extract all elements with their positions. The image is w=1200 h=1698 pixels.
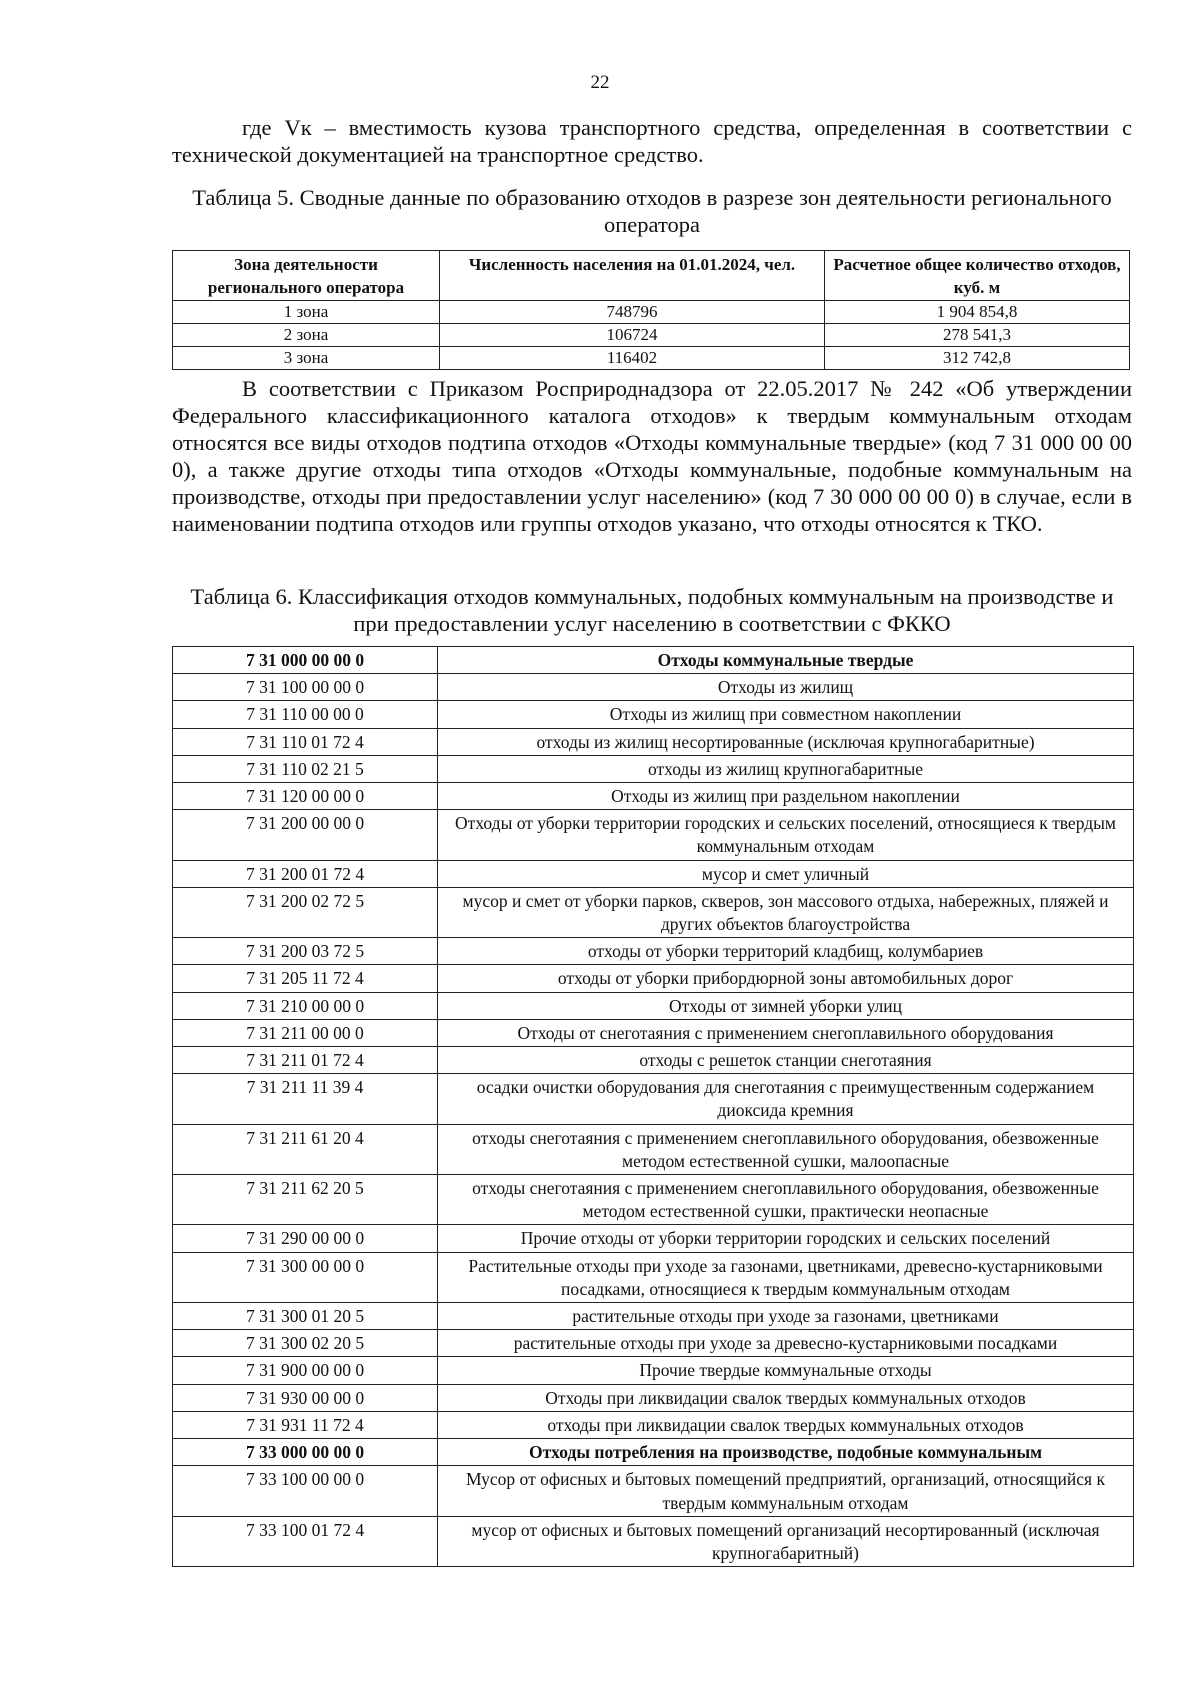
- waste-code: 7 33 100 00 00 0: [173, 1466, 438, 1516]
- table6-row: [173, 1019, 1134, 1046]
- waste-name: отходы при ликвидации свалок твердых коммунальных отходов: [438, 1411, 1134, 1438]
- table6-row: [173, 1516, 1134, 1566]
- table6-row: [173, 938, 1134, 965]
- table5: [172, 250, 1130, 370]
- table6-row: [173, 647, 1134, 674]
- table6-row: [173, 1411, 1134, 1438]
- table5-row: [173, 324, 1130, 347]
- waste-code: 7 31 200 00 00 0: [173, 810, 438, 860]
- table6: [172, 646, 1134, 1567]
- table6-row: [173, 1439, 1134, 1466]
- table5-cell: 116402: [440, 347, 825, 370]
- waste-code: 7 31 210 00 00 0: [173, 992, 438, 1019]
- waste-name: Отходы при ликвидации свалок твердых коммунальных отходов: [438, 1384, 1134, 1411]
- waste-name: Прочие отходы от уборки территории городских и сельских поселений: [438, 1225, 1134, 1252]
- intro-text: где Vк – вместимость кузова транспортного средства, определенная в соответствии с технической документацией на транспортное средство.: [172, 115, 1132, 167]
- waste-name: Прочие твердые коммунальные отходы: [438, 1357, 1134, 1384]
- waste-name: мусор от офисных и бытовых помещений организаций несортированный (исключая крупногабаритный): [438, 1516, 1134, 1566]
- waste-code: 7 31 211 01 72 4: [173, 1047, 438, 1074]
- table5-cell: 278 541,3: [825, 324, 1130, 347]
- waste-name: отходы из жилищ несортированные (исключая крупногабаритные): [438, 728, 1134, 755]
- table5-row: [173, 301, 1130, 324]
- body-text: В соответствии с Приказом Росприроднадзора от 22.05.2017 № 242 «Об утверждении Федерального классификационного каталога отходов» к твердым коммунальным отходам относятся все виды отходов подтипа отходов «Отходы коммунальные твердые» (код 7 31 000 00 00 0), а также другие отходы типа отходов «Отходы коммунальные, подобные коммунальным на производстве, отходы при предоставлении услуг населению» (код 7 30 000 00 00 0) в случае, если в наименовании подтипа отходов или группы отходов указано, что отходы относятся к ТКО.: [172, 376, 1132, 536]
- waste-code: 7 31 931 11 72 4: [173, 1411, 438, 1438]
- table6-row: [173, 1124, 1134, 1174]
- body-paragraph: [172, 375, 1132, 537]
- waste-name: отходы с решеток станции снеготаяния: [438, 1047, 1134, 1074]
- waste-name: Отходы от зимней уборки улиц: [438, 992, 1134, 1019]
- table5-cell: 1 904 854,8: [825, 301, 1130, 324]
- waste-name: растительные отходы при уходе за газонами, цветниками: [438, 1303, 1134, 1330]
- waste-code: 7 31 211 61 20 4: [173, 1124, 438, 1174]
- waste-code: 7 31 200 01 72 4: [173, 860, 438, 887]
- table6-row: [173, 1357, 1134, 1384]
- table6-row: [173, 860, 1134, 887]
- table6-row: [173, 1330, 1134, 1357]
- table6-row: [173, 701, 1134, 728]
- waste-code: 7 31 200 03 72 5: [173, 938, 438, 965]
- table6-row: [173, 992, 1134, 1019]
- table6-row: [173, 755, 1134, 782]
- table5-cell: 312 742,8: [825, 347, 1130, 370]
- waste-code: 7 31 900 00 00 0: [173, 1357, 438, 1384]
- table5-cell: 106724: [440, 324, 825, 347]
- waste-name: Мусор от офисных и бытовых помещений предприятий, организаций, относящийся к твердым коммунальным отходам: [438, 1466, 1134, 1516]
- waste-code: 7 31 211 62 20 5: [173, 1175, 438, 1225]
- intro-paragraph: [172, 115, 1132, 168]
- waste-code: 7 31 205 11 72 4: [173, 965, 438, 992]
- waste-name: Отходы из жилищ при раздельном накоплении: [438, 783, 1134, 810]
- table5-header-waste: Расчетное общее количество отходов, куб. м: [825, 251, 1130, 301]
- waste-code: 7 31 000 00 00 0: [173, 647, 438, 674]
- table5-cell: 748796: [440, 301, 825, 324]
- waste-code: 7 31 110 02 21 5: [173, 755, 438, 782]
- waste-name: мусор и смет уличный: [438, 860, 1134, 887]
- waste-name: Отходы от снеготаяния с применением снегоплавильного оборудования: [438, 1019, 1134, 1046]
- waste-code: 7 31 120 00 00 0: [173, 783, 438, 810]
- waste-code: 7 31 110 01 72 4: [173, 728, 438, 755]
- table5-cell: 2 зона: [173, 324, 440, 347]
- waste-name: Отходы коммунальные твердые: [438, 647, 1134, 674]
- table6-row: [173, 1303, 1134, 1330]
- waste-code: 7 33 100 01 72 4: [173, 1516, 438, 1566]
- waste-code: 7 31 290 00 00 0: [173, 1225, 438, 1252]
- waste-name: мусор и смет от уборки парков, скверов, зон массового отдыха, набережных, пляжей и других объектов благоустройства: [438, 887, 1134, 937]
- table5-row: [173, 347, 1130, 370]
- table6-row: [173, 1074, 1134, 1124]
- page-number: 22: [590, 72, 610, 93]
- waste-code: 7 31 300 00 00 0: [173, 1252, 438, 1302]
- table6-row: [173, 1175, 1134, 1225]
- waste-code: 7 31 110 00 00 0: [173, 701, 438, 728]
- table6-row: [173, 810, 1134, 860]
- waste-code: 7 33 000 00 00 0: [173, 1439, 438, 1466]
- waste-name: Отходы потребления на производстве, подобные коммунальным: [438, 1439, 1134, 1466]
- waste-name: отходы из жилищ крупногабаритные: [438, 755, 1134, 782]
- table6-row: [173, 674, 1134, 701]
- waste-code: 7 31 300 02 20 5: [173, 1330, 438, 1357]
- waste-name: отходы от уборки территорий кладбищ, колумбариев: [438, 938, 1134, 965]
- table6-row: [173, 728, 1134, 755]
- waste-name: осадки очистки оборудования для снеготаяния с преимущественным содержанием диоксида кремния: [438, 1074, 1134, 1124]
- waste-code: 7 31 930 00 00 0: [173, 1384, 438, 1411]
- table6-row: [173, 887, 1134, 937]
- table6-row: [173, 1466, 1134, 1516]
- table6-caption: Таблица 6. Классификация отходов коммунальных, подобных коммунальным на производстве и при предоставлении услуг населению в соответствии с ФККО: [190, 584, 1114, 636]
- waste-name: отходы от уборки прибордюрной зоны автомобильных дорог: [438, 965, 1134, 992]
- waste-name: отходы снеготаяния с применением снегоплавильного оборудования, обезвоженные методом естественной сушки, малоопасные: [438, 1124, 1134, 1174]
- table6-row: [173, 1047, 1134, 1074]
- table6-row: [173, 965, 1134, 992]
- waste-name: отходы снеготаяния с применением снегоплавильного оборудования, обезвоженные методом естественной сушки, практически неопасные: [438, 1175, 1134, 1225]
- table6-row: [173, 783, 1134, 810]
- waste-code: 7 31 200 02 72 5: [173, 887, 438, 937]
- table6-row: [173, 1252, 1134, 1302]
- waste-name: Отходы от уборки территории городских и сельских поселений, относящиеся к твердым коммунальным отходам: [438, 810, 1134, 860]
- waste-name: Отходы из жилищ при совместном накоплении: [438, 701, 1134, 728]
- table6-row: [173, 1225, 1134, 1252]
- waste-code: 7 31 100 00 00 0: [173, 674, 438, 701]
- table6-row: [173, 1384, 1134, 1411]
- waste-name: растительные отходы при уходе за древесно-кустарниковыми посадками: [438, 1330, 1134, 1357]
- waste-code: 7 31 211 00 00 0: [173, 1019, 438, 1046]
- waste-code: 7 31 211 11 39 4: [173, 1074, 438, 1124]
- table5-cell: 3 зона: [173, 347, 440, 370]
- table5-header-population: Численность населения на 01.01.2024, чел.: [440, 251, 825, 301]
- waste-name: Растительные отходы при уходе за газонами, цветниками, древесно-кустарниковыми посадками, относящиеся к твердым коммунальным отходам: [438, 1252, 1134, 1302]
- waste-code: 7 31 300 01 20 5: [173, 1303, 438, 1330]
- table5-caption: Таблица 5. Сводные данные по образованию отходов в разрезе зон деятельности регионального оператора: [192, 185, 1112, 237]
- waste-name: Отходы из жилищ: [438, 674, 1134, 701]
- table5-header-zone: Зона деятельности регионального оператора: [173, 251, 440, 301]
- table5-cell: 1 зона: [173, 301, 440, 324]
